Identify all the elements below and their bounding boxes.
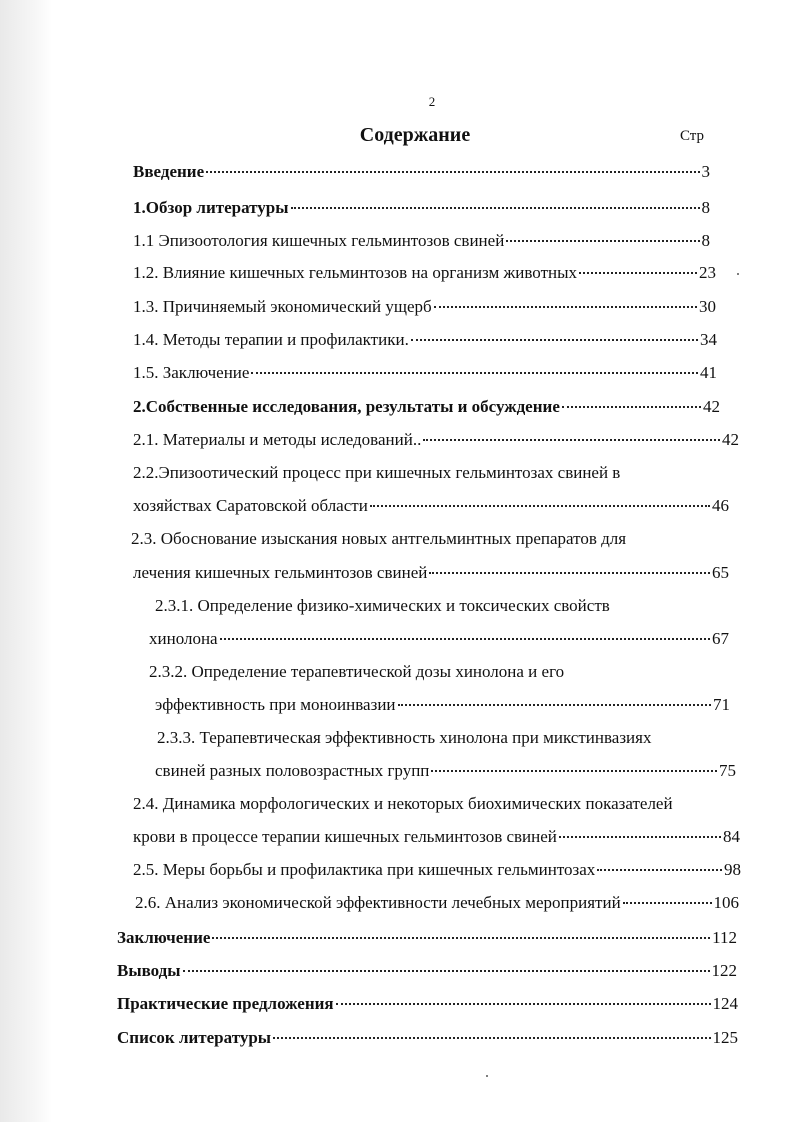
toc-entry-label: 2.6. Анализ экономической эффективности лечебных мероприятий [135,893,621,912]
toc-entry-conclusion[interactable] [117,927,737,949]
dot-leader [429,572,710,574]
dot-leader [336,1003,711,1005]
toc-entry-2-1[interactable] [133,429,739,451]
toc-entry-2-5[interactable] [133,859,741,881]
toc-entry-label: Заключение [117,928,211,947]
toc-entry-label: лечения кишечных гельминтозов свиней [133,563,428,582]
dot-leader [370,505,710,507]
dot-leader [273,1037,710,1039]
toc-entry-page: 42 [722,430,739,449]
toc-entry-references[interactable] [117,1027,738,1049]
toc-entry-label: 1.2. Влияние кишечных гельминтозов на организм животных [133,263,578,282]
toc-entry-page: 67 [712,629,729,648]
toc-entry-2-6[interactable] [135,892,739,914]
toc-entry-page: 84 [723,827,740,846]
toc-entry-page: 23 [699,263,716,282]
toc-entry-practical[interactable] [117,993,738,1015]
toc-entry-2-4[interactable] [133,826,740,848]
toc-entry-label: 1.Обзор литературы [133,198,289,217]
dot-leader [398,704,711,706]
toc-entry-label: 1.3. Причиняемый экономический ущерб [133,297,432,316]
dot-leader [411,339,698,341]
dot-leader [559,836,721,838]
toc-entry-label: свиней разных половозрастных групп [155,761,430,780]
dot-leader [220,638,710,640]
toc-entry-page: 3 [701,162,710,181]
toc-entry-label: 1.4. Методы терапии и профилактики. [133,330,409,349]
toc-entry-label: 1.1 Эпизоотология кишечных гельминтозов свиней [133,231,505,250]
toc-entry-chapter-2[interactable] [133,396,720,418]
toc-entry-page: 98 [724,860,741,879]
scan-speck [486,1075,488,1077]
toc-entry-2-3[interactable] [133,562,729,584]
toc-entry-2-3-line1[interactable]: 2.3. Обоснование изыскания новых антгельминтных препаратов для [131,529,627,548]
toc-entry-page: 65 [712,563,729,582]
toc-entry-label: эффективность при моноинвазии [155,695,396,714]
toc-entry-page: 8 [701,231,710,250]
toc-entry-page: 124 [712,994,738,1013]
dot-leader [431,770,717,772]
toc-entry-label: хозяйствах Саратовской области [133,496,368,515]
toc-entry-2-3-3[interactable] [155,760,736,782]
scan-speck [737,273,739,275]
toc-entry-intro[interactable] [133,161,710,183]
dot-leader [212,937,710,939]
toc-entry-label: 2.5. Меры борьбы и профилактика при кишечных гельминтозах [133,860,596,879]
toc-entry-label: хинолона [149,629,218,648]
toc-entry-page: 46 [712,496,729,515]
toc-entry-2-3-2-line1[interactable]: 2.3.2. Определение терапевтической дозы хинолона и его [149,662,565,681]
dot-leader [562,406,701,408]
toc-entry-2-2-line1[interactable]: 2.2.Эпизоотический процесс при кишечных гельминтозах свиней в [133,463,621,482]
dot-leader [579,272,697,274]
toc-entry-page: 8 [701,198,710,217]
scan-edge-shadow [0,0,52,1122]
dot-leader [597,869,722,871]
dot-leader [423,439,720,441]
toc-entry-label: 1.5. Заключение [133,363,250,382]
dot-leader [251,372,698,374]
dot-leader [206,171,699,173]
toc-entry-findings[interactable] [117,960,737,982]
toc-entry-2-3-2[interactable] [155,694,730,716]
toc-entry-page: 75 [719,761,736,780]
toc-entry-label: Выводы [117,961,181,980]
dot-leader [623,902,712,904]
toc-entry-label: крови в процессе терапии кишечных гельминтозов свиней [133,827,557,846]
toc-entry-label: Практические предложения [117,994,334,1013]
toc-entry-1-1[interactable] [133,230,710,252]
toc-entry-chapter-1[interactable] [133,197,710,219]
dot-leader [291,207,700,209]
toc-entry-1-4[interactable] [133,329,717,351]
toc-entry-page: 71 [713,695,730,714]
toc-entry-page: 41 [700,363,717,382]
toc-entry-page: 112 [712,928,737,947]
toc-entry-page: 42 [703,397,720,416]
toc-entry-label: 2.1. Материалы и методы иследований.. [133,430,422,449]
dot-leader [434,306,697,308]
page-column-header: Стр [680,128,705,144]
page-title: Содержание [359,124,471,146]
toc-entry-label: Список литературы [117,1028,272,1047]
page-number: 2 [428,94,436,109]
toc-entry-page: 122 [711,961,737,980]
toc-entry-2-3-1-line1[interactable]: 2.3.1. Определение физико-химических и токсических свойств [155,596,610,615]
toc-entry-1-3[interactable] [133,296,716,318]
toc-entry-2-4-line1[interactable]: 2.4. Динамика морфологических и некоторых биохимических показателей [133,794,673,813]
toc-entry-page: 125 [712,1028,738,1047]
toc-entry-2-3-1[interactable] [149,628,729,650]
toc-entry-1-2[interactable] [133,262,716,284]
toc-entry-2-2[interactable] [133,495,729,517]
dot-leader [183,970,710,972]
toc-entry-label: 2.Собственные исследования, результаты и обсуждение [133,397,560,416]
toc-entry-1-5[interactable] [133,362,717,384]
dot-leader [506,240,699,242]
toc-entry-2-3-3-line1[interactable]: 2.3.3. Терапевтическая эффективность хинолона при микстинвазиях [157,728,652,747]
toc-entry-page: 34 [700,330,717,349]
toc-entry-label: Введение [133,162,205,181]
toc-entry-page: 106 [713,893,739,912]
toc-entry-page: 30 [699,297,716,316]
